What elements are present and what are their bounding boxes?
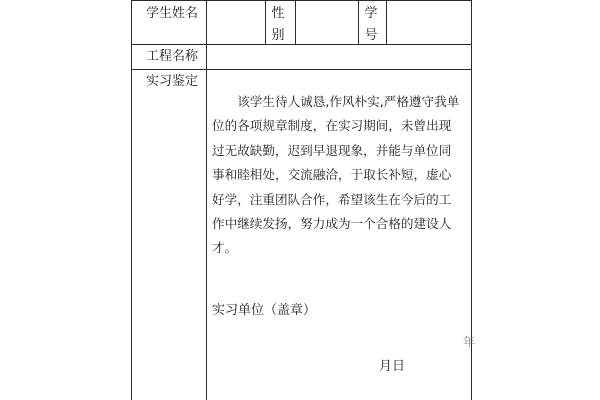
gender-cell-left-border [265,0,266,44]
date-label: 月日 [379,359,406,374]
project-name-value-cell [207,45,471,69]
row-divider-project-appraisal [131,69,472,70]
unit-stamp-label: 实习单位（盖章） [212,303,317,318]
internship-appraisal-label: 实习鉴定 [146,74,199,89]
student-id-cell-left-border [358,0,359,44]
gender-label: 性别 [271,6,285,43]
student-name-label: 学生姓名 [146,6,199,21]
student-id-label: 学号 [364,6,378,43]
project-name-label: 工程名称 [146,49,199,64]
gender-value-cell [296,1,358,44]
year-glyph-partial: 年 [463,335,476,349]
student-name-value-cell [207,1,265,44]
table-left-border [131,0,132,400]
appraisal-body-text: 该学生待人诚恳,作风朴实,严格遵守我单位的各项规章制度，在实习期间，未曾出现过无故缺勤，迟到早退现象，并能与单位同事和睦相处，交流融洽，于取长补短，虚心好学，注重团队合作，希望该生在今后的工作中继续发扬，努力成为一个合格的建设人才。 [212,94,460,256]
student-id-value-cell [387,1,471,44]
